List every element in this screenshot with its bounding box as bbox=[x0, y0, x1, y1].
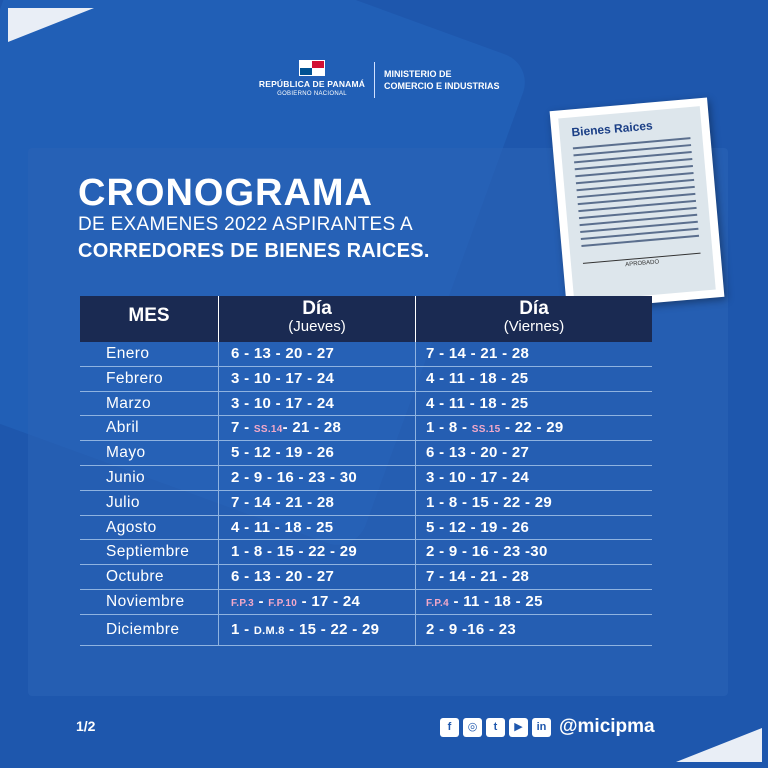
header-jueves: Día (Jueves) bbox=[218, 296, 415, 342]
document-signature: APROBADO bbox=[583, 253, 701, 272]
table-row: Abril 7 - SS.14- 21 - 28 1 - 8 - SS.15 - 22 - 29 bbox=[80, 416, 652, 441]
table-row: Febrero 3 - 10 - 17 - 24 4 - 11 - 18 - 25 bbox=[80, 367, 652, 392]
header-viernes: Día (Viernes) bbox=[415, 296, 652, 342]
schedule-table bbox=[80, 296, 652, 646]
document-illustration bbox=[550, 97, 725, 310]
note-label: SS.15 bbox=[471, 424, 501, 436]
social-links bbox=[440, 716, 655, 738]
page-title: CRONOGRAMA bbox=[78, 172, 373, 214]
table-row: Julio 7 - 14 - 21 - 28 1 - 8 - 15 - 22 - 29 bbox=[80, 491, 652, 516]
linkedin-icon[interactable]: in bbox=[532, 718, 551, 737]
table-row: Junio 2 - 9 - 16 - 23 - 30 3 - 10 - 17 - 24 bbox=[80, 466, 652, 491]
page-subtitle: DE EXAMENES 2022 ASPIRANTES A bbox=[78, 214, 414, 235]
document-title: Bienes Raices bbox=[570, 118, 654, 140]
page-subtitle-bold: CORREDORES DE BIENES RAICES. bbox=[78, 240, 430, 262]
note-label: SS.14 bbox=[253, 424, 283, 436]
table-row: Diciembre 1 - D.M.8 - 15 - 22 - 29 2 - 9 -16 - 23 bbox=[80, 615, 652, 646]
instagram-icon[interactable]: ◎ bbox=[463, 718, 482, 737]
header bbox=[0, 60, 768, 100]
corner-decoration-bottom-right bbox=[676, 728, 762, 762]
government-logo bbox=[254, 60, 370, 97]
header-mes: MES bbox=[128, 305, 170, 326]
table-row: Septiembre 1 - 8 - 15 - 22 - 29 2 - 9 - 16 - 23 -30 bbox=[80, 540, 652, 565]
note-label: F.P.10 bbox=[268, 597, 298, 609]
page-indicator: 1/2 bbox=[76, 718, 96, 734]
government-label: GOBIERNO NACIONAL bbox=[277, 91, 347, 97]
corner-decoration-top-left bbox=[8, 8, 94, 42]
social-handle[interactable]: @micipma bbox=[559, 716, 655, 737]
ministry-label: MINISTERIO DE COMERCIO E INDUSTRIAS bbox=[384, 69, 500, 91]
twitter-icon[interactable]: t bbox=[486, 718, 505, 737]
table-row: Marzo 3 - 10 - 17 - 24 4 - 11 - 18 - 25 bbox=[80, 392, 652, 417]
facebook-icon[interactable]: f bbox=[440, 718, 459, 737]
republic-label: REPÚBLICA DE PANAMÁ bbox=[258, 79, 366, 89]
note-label: F.P.4 bbox=[426, 597, 449, 609]
panama-flag-icon bbox=[299, 60, 325, 76]
note-label: D.M.8 bbox=[253, 624, 285, 637]
table-header bbox=[80, 296, 652, 342]
youtube-icon[interactable]: ▶ bbox=[509, 718, 528, 737]
table-row: Noviembre F.P.3 - F.P.10 - 17 - 24 F.P.4 - 11 - 18 - 25 bbox=[80, 590, 652, 615]
table-row: Agosto 4 - 11 - 18 - 25 5 - 12 - 19 - 26 bbox=[80, 516, 652, 541]
table-row: Mayo 5 - 12 - 19 - 26 6 - 13 - 20 - 27 bbox=[80, 441, 652, 466]
table-row: Octubre 6 - 13 - 20 - 27 7 - 14 - 21 - 28 bbox=[80, 565, 652, 590]
table-row: Enero 6 - 13 - 20 - 27 7 - 14 - 21 - 28 bbox=[80, 342, 652, 367]
header-divider bbox=[374, 62, 375, 98]
note-label: F.P.3 bbox=[231, 597, 254, 609]
